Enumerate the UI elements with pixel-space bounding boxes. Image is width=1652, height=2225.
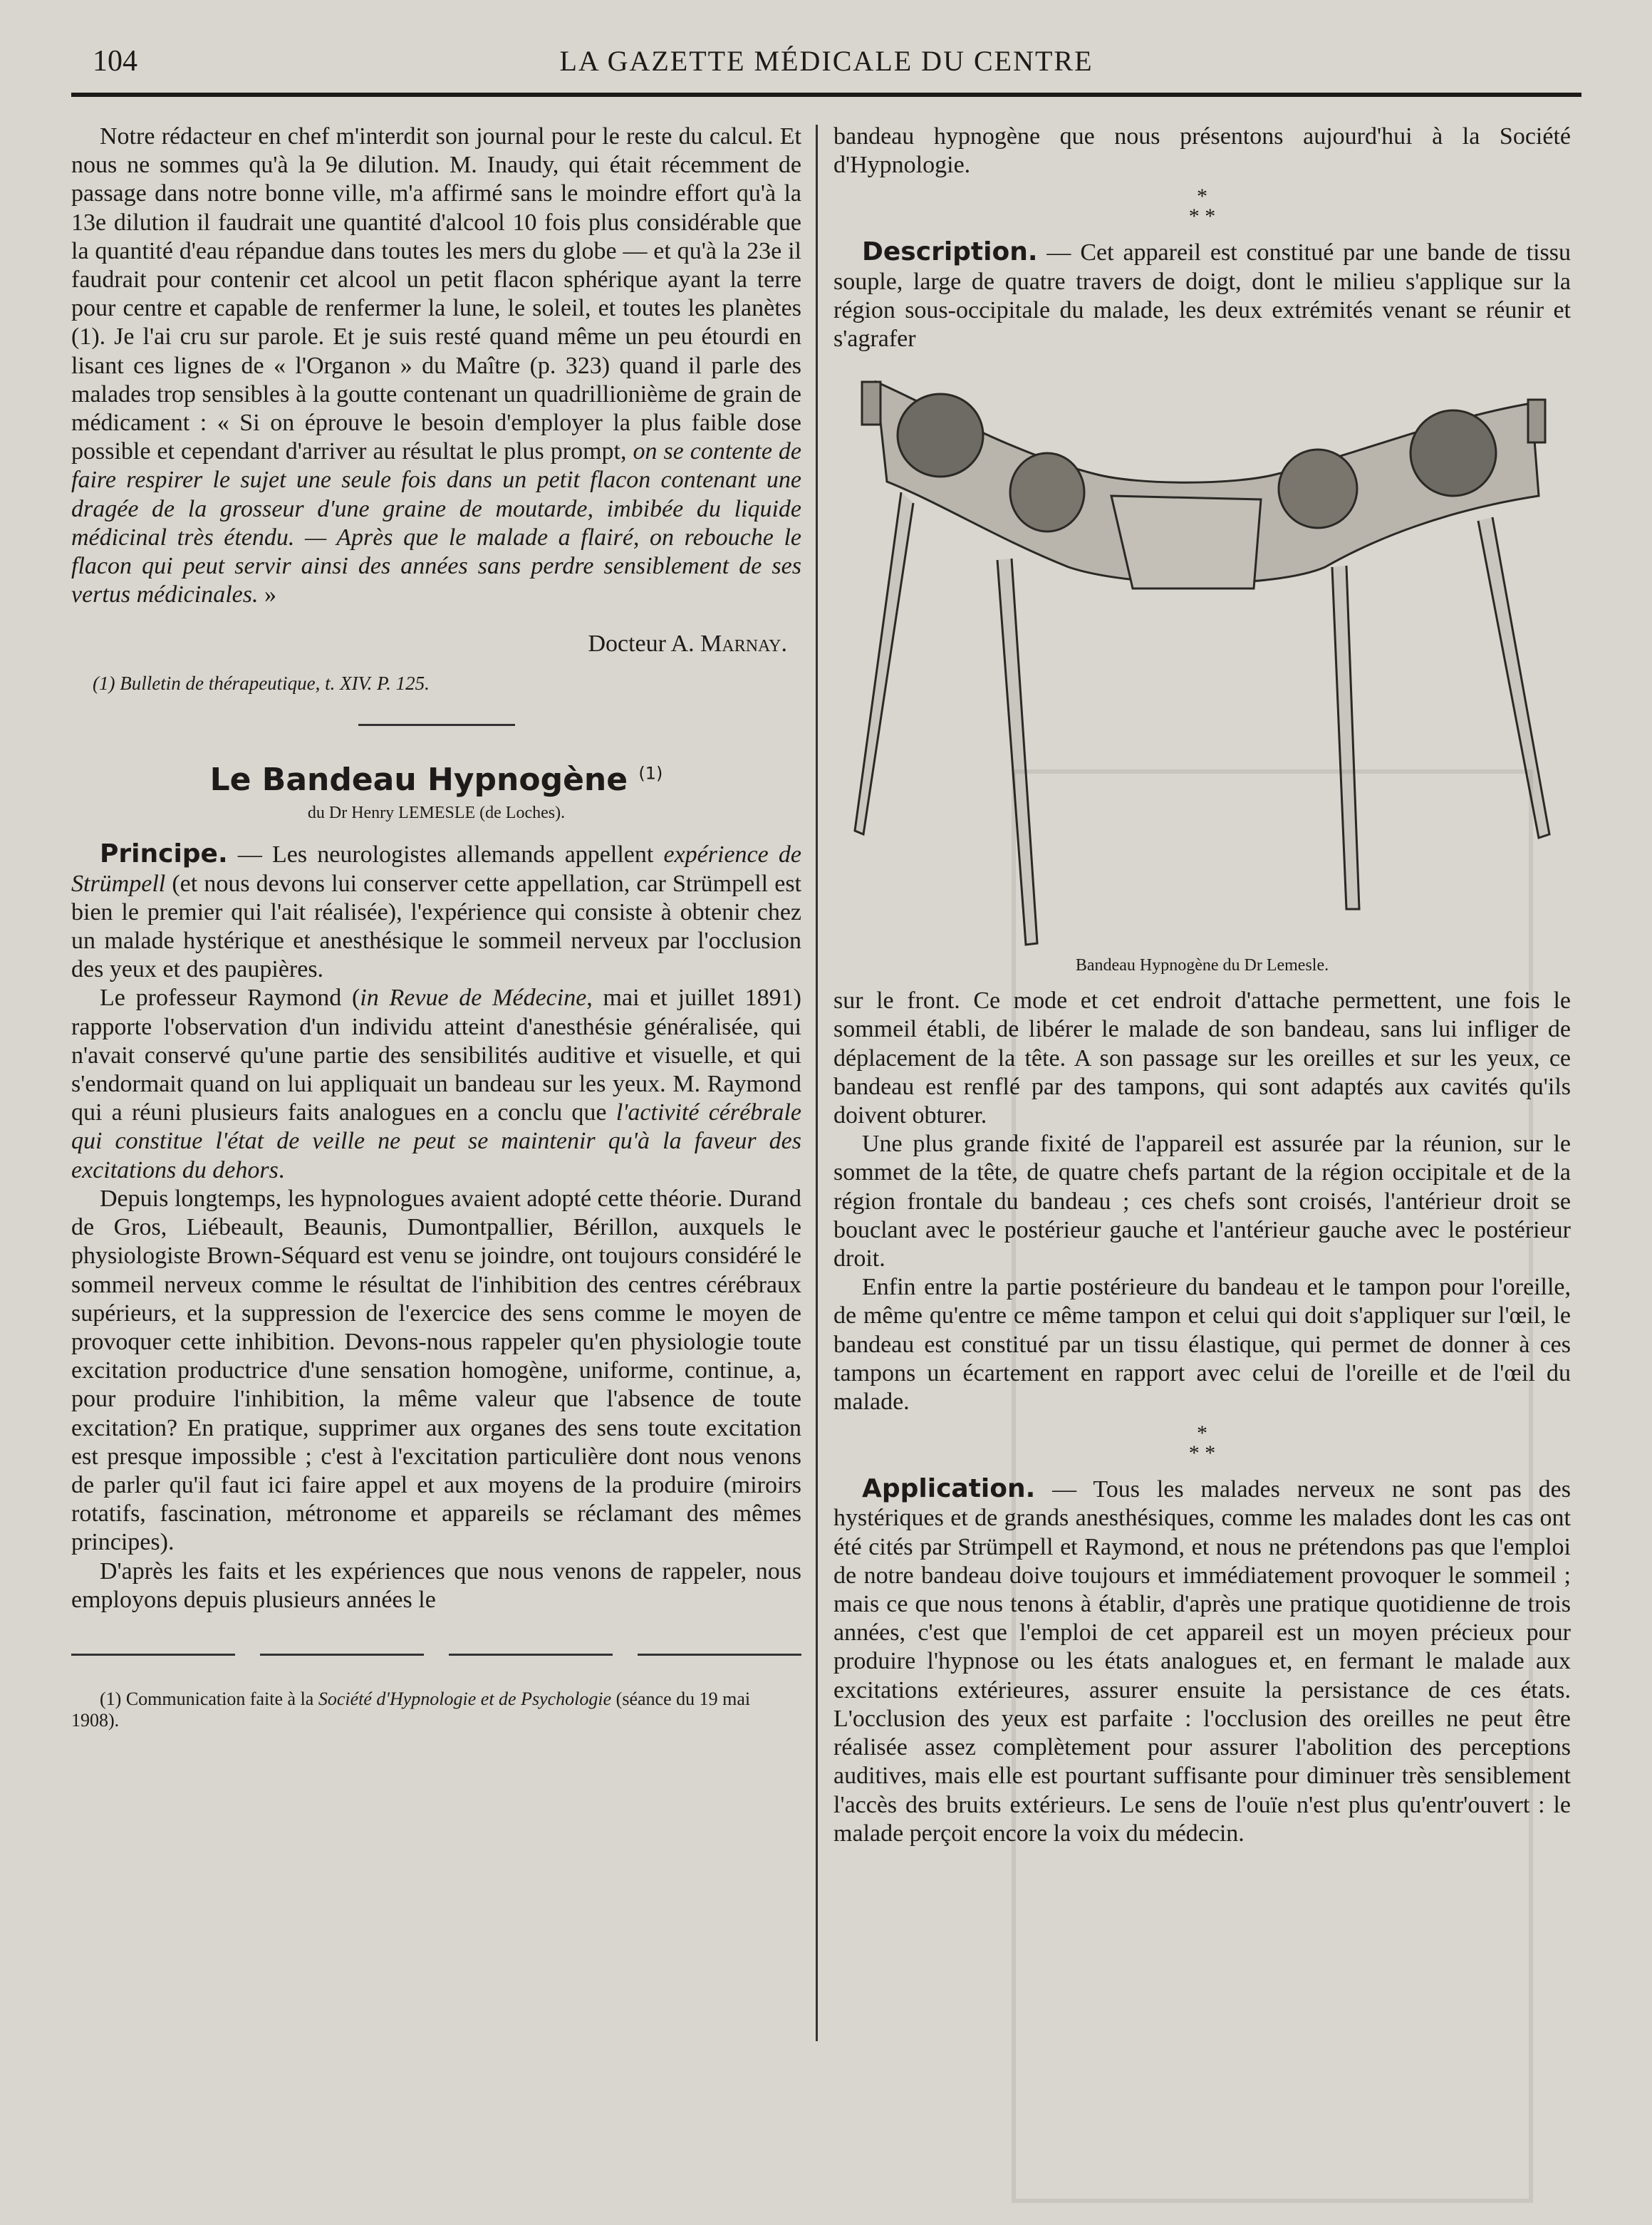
intro-continuation: bandeau hypnogène que nous présentons aujourd'hui à la Société d'Hypnologie. [833,123,1571,179]
eye-pad-left [1010,453,1084,531]
eye-pad-right [1279,450,1357,528]
strap-left-inner [997,559,1037,945]
footnote-communication: (1) Communication faite à la Société d'Hypnologie et de Psychologie (séance du 19 mai 1908). [71,1688,751,1731]
signature: Docteur A. Marnay. [588,631,787,658]
principe-paragraph: Principe. — Les neurologistes allemands appellent expérience de Strümpell (et nous devons lui conserver cette appellation, car Strümpell est bien le premier qui l'ait réalisée), l'expérience qui consiste à obtenir chez un malade hystérique et anesthésique le sommeil nerveux par l'occlusion des yeux et des paupières. [71,839,801,983]
article-byline: du Dr Henry LEMESLE (de Loches). [307,804,566,823]
apres-paragraph: D'après les faits et les expériences que nous venons de rappeler, nous employons depuis plusieurs années le [71,1557,801,1613]
header-rule [71,93,1581,97]
journal-title: LA GAZETTE MÉDICALE DU CENTRE [559,45,1093,77]
marnay-closing-paragraph: Notre rédacteur en chef m'interdit son journal pour le reste du calcul. Et nous ne sommes qu'à la 9e dilution. M. Inaudy, qui était récemment de passage dans notre bonne ville, m'a affirmé sans le moindre effort qu'à la 13e dilution il faudrait une quantité d'alcool 10 fois plus considérable que la quantité d'eau répandue dans toutes les mers du globe — et qu'à la 23e il faudrait pour contenir cet alcool un petit flacon sphérique ayant la terre pour centre et capable de renfermer la lune, le soleil, et toutes les planètes (1). Je l'ai cru sur parole. Et je suis resté quand même un peu étourdi en lisant ces lignes de « l'Organon » du Maître (p. 323) quand il parle des malades trop sensibles à la goutte contenant un quadrillionième de grain de médicament : « Si on éprouve le besoin d'employer la plus faible dose possible et cependant d'arriver au résultat le plus prompt, on se contente de faire respirer le sujet une seule fois dans un petit flacon contenant une dragée de la grosseur d'une graine de moutarde, imbibée du liquide médicinal très étendu. — Après que le malade a flairé, on rebouche le flacon qui peut servir ainsi des années sans perdre sensiblement de ses vertus médicinales. » [71,123,801,608]
figure-caption: Bandeau Hypnogène du Dr Lemesle. [1075,956,1329,975]
strap-right-outer [1478,517,1549,838]
right-column [833,123,1571,1848]
application-paragraph: Application. — Tous les malades nerveux ne sont pas des hystériques et de grands anesthésiques, comme les malades dont les cas ont été cités par Strümpell et Raymond, et nous ne prétendons pas que l'emploi de notre bandeau doive toujours et immédiatement provoquer le sommeil ; mais ce que nous tenons à établir, d'après une pratique quotidienne de trois années, c'est que l'emploi de cet appareil est un moyen précieux pour produire l'hypnose ou les états analogues et, en fermant le malade aux excitations extérieures, assurer ensuite la persistance de ces états. L'occlusion des yeux est parfaite : l'occlusion des oreilles ne peut être réalisée assez complètement pour assurer l'abolition des perceptions auditives, mais elle est pourtant suffisante pour diminuer très sensiblement l'accès des bruits extérieurs. Le sens de l'ouïe n'est plus qu'entr'ouvert : le malade perçoit encore la voix du médecin. [833,1474,1571,1847]
asterism-2: * * * [1188,1421,1216,1466]
running-head [71,44,1581,87]
left-column [71,123,801,1731]
enfin-paragraph: Enfin entre la partie postérieure du bandeau et le tampon pour l'oreille, de même qu'entre ce même tampon et celui qui doit s'appliquer sur l'œil, le bandeau est constitué par un tissu élastique, qui permet de donner à ces tampons un écartement en rapport avec celui de l'oreille et de l'œil du malade. [833,1274,1571,1416]
bandeau-illustration [833,368,1571,952]
ear-pad-left [898,394,983,477]
page-number: 104 [93,45,137,78]
asterism: * * * [1188,185,1216,229]
description-continued: sur le front. Ce mode et cet endroit d'attache permettent, une fois le sommeil établi, de libérer le malade de son bandeau, sans lui infliger de déplacement de la tête. A son passage sur les oreilles et sur les yeux, ce bandeau est renflé par des tampons, qui sont adaptés aux cavités qu'ils doivent obturer. [833,987,1571,1129]
center-panel [1111,496,1261,588]
strap-right-inner [1332,566,1359,909]
raymond-paragraph: Le professeur Raymond (in Revue de Médecine, mai et juillet 1891) rapporte l'observation d'un individu atteint d'anesthésie généralisée, qui n'avait conservé qu'une partie des sensibilités auditive et visuelle, et qui s'endormait quand on lui appliquait un bandeau sur les yeux. M. Raymond qui a réuni plusieurs faits analogues en a conclu que l'activité cérébrale qui constitue l'état de veille ne peut se maintenir qu'à la faveur des excitations du dehors. [71,985,801,1183]
depuis-paragraph: Depuis longtemps, les hypnologues avaient adopté cette théorie. Durand de Gros, Liébeault, Beaunis, Dumontpallier, Bérillon, auxquels le physiologiste Brown-Séquard est venu se joindre, ont toujours considéré le sommeil nerveux comme le résultat de l'inhibition des centres cérébraux supérieurs, et la suppression de l'exercice des sens comme le moyen de provoquer cette inhibition. Devons-nous rappeler qu'en physiologie toute excitation productrice d'une sensation homogène, uniforme, continue, a, pour produire l'inhibition, la même valeur que l'absence de toute excitation? En pratique, supprimer aux organes des sens toute excitation est presque impossible ; c'est à l'excitation particulière dont nous venons de parler qu'il faut ici faire appel et aux moyens de la produire (miroirs rotatifs, fascination, métronome et appareils se réclamant des mêmes principes). [71,1185,801,1556]
section-separator [358,724,515,726]
strap-left-outer [855,492,913,834]
footnote-rules [71,1654,801,1656]
article-title: Le Bandeau Hypnogène $^{(1)}$ [209,762,663,799]
description-paragraph: Description. — Cet appareil est constitué par une bande de tissu souple, large de quatre travers de doigt, dont le milieu s'applique sur la région sous-occipitale du malade, les deux extrémités venant se réunir et s'agrafer [833,237,1571,353]
clasp [862,382,880,425]
fixite-paragraph: Une plus grande fixité de l'appareil est assurée par la réunion, sur le sommet de la tête, de quatre chefs partant de la région occipitale et de la région frontale du bandeau ; ces chefs sont croisés, l'antérieur droit se bouclant avec le postérieur gauche et l'antérieur gauche avec le postérieur droit. [833,1131,1571,1272]
clasp-right [1528,400,1545,442]
footnote-bulletin: (1) Bulletin de thérapeutique, t. XIV. P. 125. [93,673,430,695]
ear-pad-right [1411,410,1496,496]
headband-drawing [833,368,1571,952]
column-divider [816,125,818,2041]
